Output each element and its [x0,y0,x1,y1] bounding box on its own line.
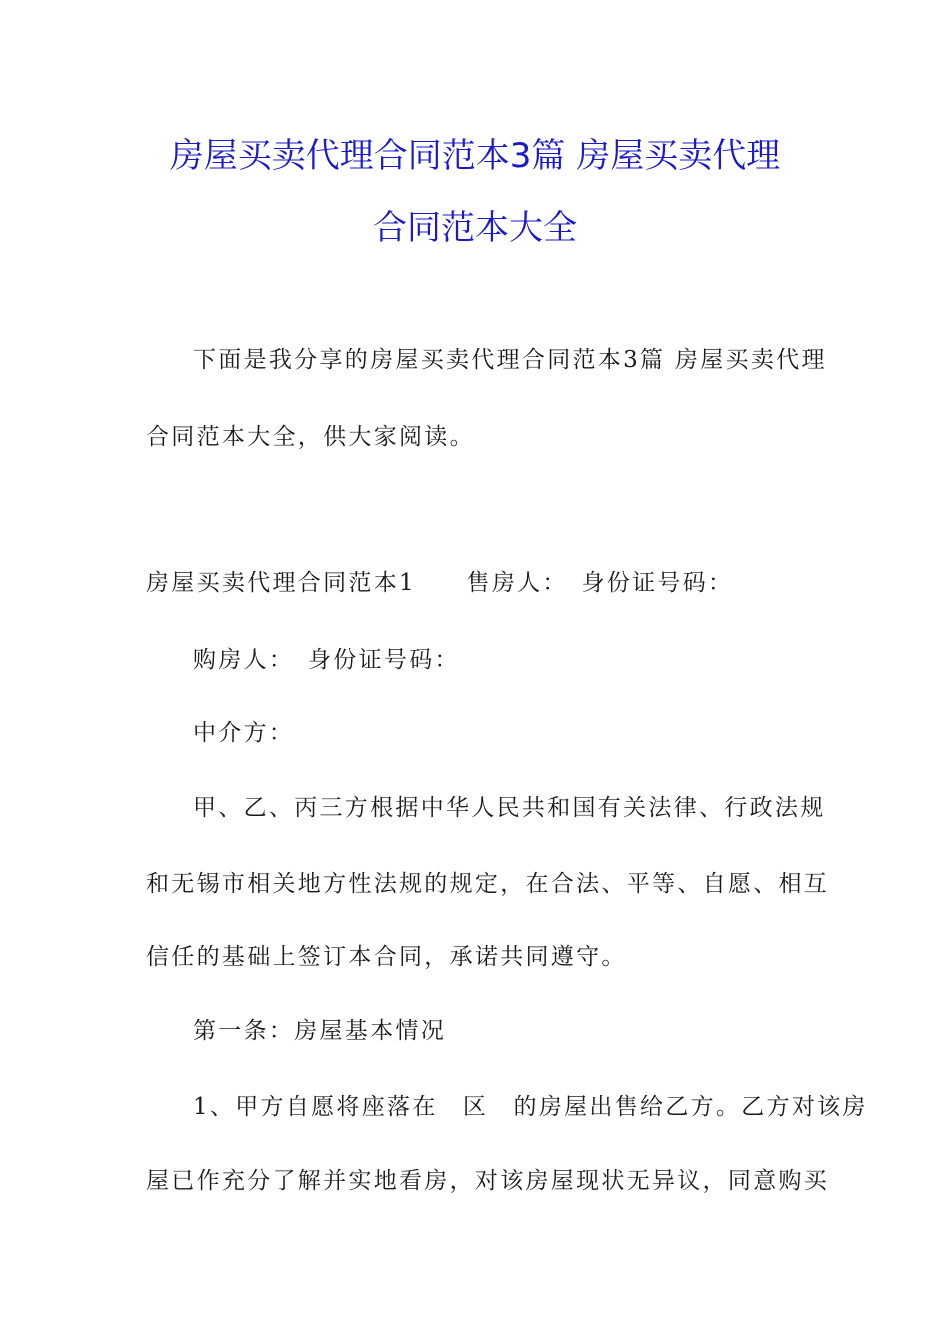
preamble-line-1: 甲、乙、丙三方根据中华人民共和国有关法律、行政法规 [193,795,826,821]
contract-heading: 房屋买卖代理合同范本1 售房人： 身份证号码： [146,570,734,596]
article-1-item-1-line-1: 1、甲方自愿将座落在 区 的房屋出售给乙方。乙方对该房 [193,1094,868,1120]
preamble-line-3: 信任的基础上签订本合同，承诺共同遵守。 [146,944,627,970]
article-1-heading: 第一条：房屋基本情况 [193,1018,446,1044]
article-1-item-1-line-2: 屋已作充分了解并实地看房，对该房屋现状无异议，同意购买 [146,1168,830,1194]
document-title-line-1: 房屋买卖代理合同范本3篇 房屋买卖代理 [169,136,781,176]
intro-paragraph-line-2: 合同范本大全，供大家阅读。 [146,424,475,450]
buyer-line: 购房人： 身份证号码： [193,647,460,673]
document-title-line-2: 合同范本大全 [373,208,577,248]
agent-line: 中介方： [193,720,295,746]
intro-paragraph-line-1: 下面是我分享的房屋买卖代理合同范本3篇 房屋买卖代理 [193,347,827,373]
preamble-line-2: 和无锡市相关地方性法规的规定，在合法、平等、自愿、相互 [146,871,830,897]
